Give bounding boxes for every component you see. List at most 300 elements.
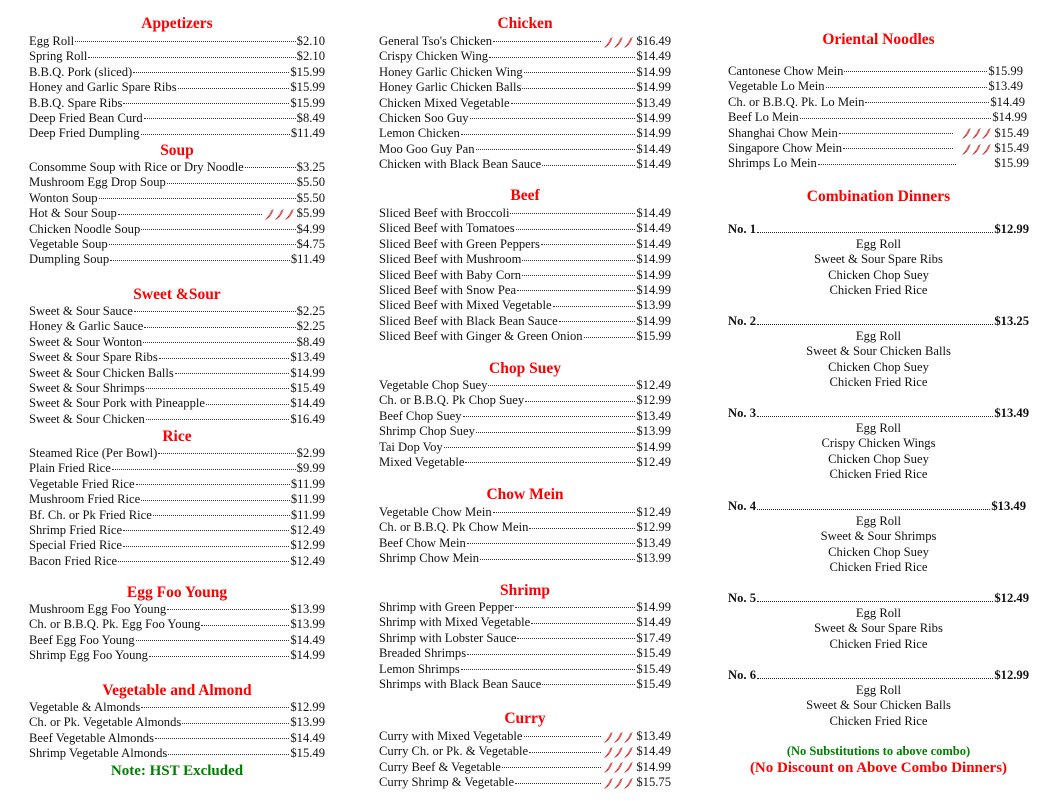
item-price: $8.49: [296, 334, 325, 349]
item-name: Cantonese Chow Mein: [728, 64, 844, 78]
section-title-soup: Soup: [160, 142, 194, 159]
combo-item: Egg Roll: [855, 329, 902, 343]
item-name: Hot & Sour Soup: [29, 206, 117, 221]
combo-price: $13.25: [994, 314, 1029, 328]
item-name: Steamed Rice (Per Bowl): [29, 446, 158, 460]
section-title-chow-mein: Chow Mein: [486, 486, 564, 503]
item-name: Shrimps Lo Mein: [728, 156, 817, 171]
leader-dots: [522, 274, 635, 276]
item-name: Sliced Beef with Broccoli: [379, 206, 510, 220]
leader-dots: [110, 259, 290, 261]
leader-dots: [123, 102, 289, 104]
leader-dots: [141, 228, 295, 230]
rice-list: [29, 446, 325, 569]
item-price: $11.99: [290, 476, 325, 491]
menu-item: [29, 461, 325, 476]
section-title-curry: Curry: [504, 710, 546, 727]
combo-item: Chicken Fried Rice: [829, 713, 928, 728]
combo-item: Sweet & Sour Spare Ribs: [814, 252, 943, 267]
menu-item: [379, 111, 671, 126]
item-name: Special Fried Rice: [29, 538, 123, 553]
leader-dots: [757, 231, 993, 233]
leader-dots: [826, 86, 988, 88]
pepper-icon: [624, 746, 633, 758]
item-name: Wonton Soup: [29, 190, 98, 205]
leader-dots: [136, 483, 290, 485]
item-price: $14.49: [636, 744, 671, 759]
pepper-icon: [624, 731, 633, 743]
menu-item: [379, 646, 671, 661]
leader-dots: [141, 706, 289, 708]
leader-dots: [123, 545, 289, 547]
menu-item: [379, 314, 671, 329]
leader-dots: [444, 446, 636, 448]
menu-item: [379, 393, 671, 408]
leader-dots: [88, 56, 295, 58]
item-price: $5.50: [296, 190, 325, 205]
combo-2: [728, 313, 1029, 391]
menu-item: [379, 662, 671, 677]
item-price: $12.49: [290, 553, 325, 568]
combo-header: [728, 221, 1029, 237]
item-price: $13.99: [636, 298, 671, 313]
item-price: $13.49: [636, 535, 671, 550]
menu-item: [29, 381, 325, 396]
item-name: Lemon Chicken: [379, 126, 460, 141]
leader-dots: [511, 102, 636, 104]
item-name: Crispy Chicken Wing: [379, 49, 489, 64]
menu-item: [29, 34, 325, 49]
section-title-shrimp: Shrimp: [500, 582, 550, 599]
pepper-icon: [265, 208, 274, 220]
menu-item: [728, 79, 1023, 94]
combo-label: No. 2: [728, 314, 756, 328]
item-name: Mixed Vegetable: [379, 454, 465, 469]
pepper-icon: [614, 777, 623, 789]
item-price: $14.99: [636, 759, 671, 774]
item-price: $13.49: [636, 95, 671, 110]
menu-item: [379, 775, 671, 790]
menu-item: [379, 206, 671, 221]
item-price: $14.49: [990, 94, 1025, 109]
item-name: Beef Lo Mein: [728, 110, 799, 125]
menu-item: [29, 477, 325, 492]
item-price: $14.99: [636, 126, 671, 141]
leader-dots: [839, 132, 954, 134]
combo-price: $12.49: [994, 591, 1029, 605]
item-price: $12.49: [636, 505, 671, 519]
combo-item: Chicken Chop Suey: [828, 267, 929, 282]
menu-item: [29, 175, 325, 190]
item-name: Bacon Fried Rice: [29, 553, 118, 568]
pepper-icon: [614, 761, 623, 773]
menu-item: [29, 715, 325, 730]
item-price: $4.99: [296, 221, 325, 236]
menu-item: [728, 95, 1025, 110]
leader-dots: [510, 212, 635, 214]
menu-item: [379, 631, 671, 646]
leader-dots: [757, 600, 993, 602]
leader-dots: [818, 163, 957, 165]
item-name: Ch. or B.B.Q. Pk Chop Suey: [379, 393, 525, 408]
item-price: $11.99: [290, 507, 325, 522]
menu-item: [29, 554, 325, 569]
item-name: Plain Fried Rice: [29, 461, 111, 476]
leader-dots: [109, 243, 296, 245]
leader-dots: [134, 310, 296, 312]
pepper-icon: [624, 36, 633, 48]
section-title-combination-dinners: Combination Dinners: [806, 188, 951, 205]
item-name: Spring Roll: [29, 49, 88, 64]
item-name: Ch. or B.B.Q. Pk. Egg Foo Young: [29, 617, 201, 632]
item-name: Sweet & Sour Wonton: [29, 334, 143, 349]
item-price: $14.99: [290, 365, 325, 380]
item-name: Chicken Noodle Soup: [29, 221, 141, 236]
leader-dots: [146, 418, 290, 420]
leader-dots: [99, 197, 296, 199]
combo-6: [728, 667, 1029, 729]
menu-item: [29, 617, 325, 632]
menu-item: [379, 80, 671, 95]
menu-item: [29, 126, 325, 141]
item-price: $4.75: [296, 236, 325, 251]
item-name: Mushroom Egg Drop Soup: [29, 175, 166, 190]
item-price: $5.50: [296, 175, 325, 190]
no-discount-note: (No Discount on Above Combo Dinners): [749, 760, 1008, 776]
item-name: Chicken Soo Guy: [379, 110, 469, 125]
leader-dots: [553, 305, 636, 307]
item-price: $14.49: [636, 157, 671, 172]
item-name: Shrimp Vegetable Almonds: [29, 746, 168, 761]
item-price: $8.49: [296, 110, 325, 125]
leader-dots: [476, 431, 635, 433]
item-name: Sliced Beef with Tomatoes: [379, 221, 515, 236]
leader-dots: [167, 608, 289, 610]
leader-dots: [541, 243, 635, 245]
item-name: Beef Vegetable Almonds: [29, 730, 154, 745]
item-name: Shrimp Fried Rice: [29, 522, 123, 537]
item-price: $14.99: [636, 439, 671, 454]
item-price: $15.99: [988, 64, 1023, 78]
item-name: Shrimp with Green Pepper: [379, 600, 514, 614]
pepper-icon: [604, 731, 613, 743]
item-price: $14.49: [290, 396, 325, 411]
item-price: $14.99: [636, 282, 671, 297]
pepper-icon: [604, 761, 613, 773]
item-name: Sliced Beef with Baby Corn: [379, 267, 522, 282]
leader-dots: [146, 387, 290, 389]
combo-item: Chicken Fried Rice: [829, 467, 928, 482]
item-price: $12.99: [636, 520, 671, 535]
section-title-oriental-noodles: Oriental Noodles: [822, 31, 935, 48]
item-name: Dumpling Soup: [29, 252, 110, 267]
menu-item: [29, 191, 325, 206]
item-name: Vegetable Chop Suey: [379, 378, 488, 392]
menu-item: [29, 96, 325, 111]
combo-item: Egg Roll: [855, 237, 902, 251]
leader-dots: [559, 320, 636, 322]
menu-item: [379, 157, 671, 172]
leader-dots: [757, 508, 990, 510]
combo-item: Sweet & Sour Shrimps: [820, 529, 937, 544]
pepper-icon: [285, 208, 294, 220]
combo-label: No. 5: [728, 591, 756, 605]
item-price: $14.99: [636, 64, 671, 79]
item-name: Sliced Beef with Snow Pea: [379, 282, 517, 297]
leader-dots: [515, 606, 636, 608]
combo-label: No. 4: [728, 499, 756, 513]
menu-item: [379, 409, 671, 424]
menu-item: [728, 156, 1029, 171]
leader-dots: [522, 259, 635, 261]
item-name: Ch. or Pk. Vegetable Almonds: [29, 715, 182, 730]
item-price: $13.49: [636, 729, 671, 743]
no-substitutions-note: (No Substitutions to above combo): [786, 744, 971, 758]
item-name: Curry with Mixed Vegetable: [379, 729, 523, 743]
item-name: Deep Fried Dumpling: [29, 126, 140, 141]
leader-dots: [529, 751, 601, 753]
leader-dots: [149, 655, 289, 657]
item-name: Sweet & Sour Spare Ribs: [29, 350, 158, 365]
leader-dots: [542, 683, 635, 685]
item-name: Ch. or B.B.Q. Pk Chow Mein: [379, 520, 529, 535]
spicy-indicator: [604, 36, 633, 48]
combo-3: [728, 405, 1029, 483]
item-price: $11.49: [290, 126, 325, 141]
leader-dots: [144, 117, 296, 119]
item-name: Shrimp Chow Mein: [379, 551, 480, 566]
item-price: $14.99: [290, 648, 325, 663]
leader-dots: [517, 637, 635, 639]
menu-item: [379, 221, 671, 236]
item-price: $14.49: [636, 615, 671, 630]
item-name: Consomme Soup with Rice or Dry Noodle: [29, 160, 244, 174]
combo-item: Chicken Fried Rice: [829, 560, 928, 575]
item-price: $14.49: [290, 730, 325, 745]
pepper-icon: [972, 127, 981, 139]
vegetable-almond-list: [29, 700, 325, 762]
item-name: Vegetable Lo Mein: [728, 79, 825, 94]
menu-item: [379, 760, 671, 775]
menu-item: [379, 744, 671, 759]
menu-item: [29, 731, 325, 746]
leader-dots: [480, 558, 635, 560]
menu-item: [379, 96, 671, 111]
item-price: $11.49: [290, 252, 325, 267]
combo-item: Chicken Chop Suey: [828, 359, 929, 374]
combo-item: Egg Roll: [855, 514, 902, 528]
item-price: $14.99: [636, 110, 671, 125]
menu-item: [29, 446, 325, 461]
item-name: Sweet & Sour Chicken Balls: [29, 365, 174, 380]
item-price: $12.99: [290, 538, 325, 553]
item-price: $14.99: [636, 252, 671, 267]
item-name: Shrimp Egg Foo Young: [29, 648, 148, 663]
item-price: $15.49: [636, 646, 671, 661]
item-price: $12.99: [636, 393, 671, 408]
item-price: $17.49: [636, 630, 671, 645]
item-name: B.B.Q. Spare Ribs: [29, 95, 123, 110]
combo-5: [728, 590, 1029, 652]
item-price: $2.10: [296, 49, 325, 64]
item-price: $3.25: [296, 160, 325, 174]
item-name: Breaded Shrimps: [379, 646, 467, 661]
leader-dots: [493, 40, 601, 42]
combo-item: Chicken Fried Rice: [829, 375, 928, 390]
combo-header: [728, 667, 1029, 683]
item-name: Mushroom Egg Foo Young: [29, 602, 167, 616]
pepper-icon: [614, 746, 623, 758]
leader-dots: [461, 133, 636, 135]
item-name: Shanghai Chow Mein: [728, 125, 838, 140]
menu-item: [29, 523, 325, 538]
leader-dots: [144, 326, 295, 328]
item-price: $14.99: [636, 600, 671, 614]
combo-label: No. 1: [728, 222, 756, 236]
menu-item: [29, 633, 325, 648]
combo-label: No. 3: [728, 406, 756, 420]
combo-1: [728, 221, 1029, 299]
menu-item: [379, 600, 671, 615]
menu-item: [379, 49, 671, 64]
combo-item: Sweet & Sour Chicken Balls: [806, 344, 951, 359]
item-price: $13.49: [988, 79, 1023, 94]
spicy-indicator: [604, 761, 633, 773]
item-name: Beef Egg Foo Young: [29, 632, 135, 647]
spicy-indicator: [962, 143, 991, 155]
item-name: Vegetable & Almonds: [29, 700, 141, 714]
combo-item: Chicken Fried Rice: [829, 283, 928, 298]
combo-4: [728, 498, 1029, 576]
menu-item: [29, 350, 325, 365]
item-name: Shrimps with Black Bean Sauce: [379, 676, 542, 691]
leader-dots: [118, 560, 289, 562]
item-name: Sliced Beef with Black Bean Sauce: [379, 313, 558, 328]
item-price: $2.25: [296, 304, 325, 318]
item-price: $9.99: [296, 461, 325, 476]
leader-dots: [493, 511, 636, 513]
leader-dots: [476, 148, 636, 150]
item-price: $5.99: [296, 206, 325, 221]
section-title-appetizers: Appetizers: [141, 15, 213, 32]
item-name: Honey & Garlic Sauce: [29, 319, 144, 334]
item-name: B.B.Q. Pork (sliced): [29, 64, 133, 79]
leader-dots: [141, 133, 290, 135]
leader-dots: [182, 722, 289, 724]
menu-item: [379, 142, 671, 157]
item-price: $16.49: [636, 34, 671, 48]
combo-label: No. 6: [728, 668, 756, 682]
spicy-indicator: [962, 127, 991, 139]
item-price: $13.99: [290, 715, 325, 730]
oriental-noodles-list: [728, 64, 1029, 172]
leader-dots: [245, 166, 296, 168]
leader-dots: [167, 182, 296, 184]
leader-dots: [136, 639, 290, 641]
item-name: Deep Fried Bean Curd: [29, 110, 143, 125]
section-title-chop-suey: Chop Suey: [489, 360, 561, 377]
menu-item: [379, 520, 671, 535]
leader-dots: [525, 400, 635, 402]
soup-list: [29, 160, 325, 268]
pepper-icon: [604, 746, 613, 758]
item-price: $12.49: [636, 378, 671, 392]
item-price: $14.49: [290, 632, 325, 647]
menu-item: [379, 34, 671, 49]
item-name: Sliced Beef with Green Peppers: [379, 236, 540, 251]
menu-item: [379, 729, 671, 744]
menu-item: [29, 508, 325, 523]
leader-dots: [75, 40, 296, 42]
beef-list: [379, 206, 671, 345]
item-name: Shrimp Chop Suey: [379, 424, 475, 439]
item-price: $2.10: [296, 34, 325, 48]
menu-item: [379, 615, 671, 630]
item-name: Bf. Ch. or Pk Fried Rice: [29, 507, 152, 522]
item-price: $15.49: [636, 661, 671, 676]
combo-item: Chicken Fried Rice: [829, 636, 928, 651]
chow-mein-list: [379, 505, 671, 567]
item-name: Mushroom Fried Rice: [29, 492, 141, 507]
combo-price: $12.99: [994, 222, 1029, 236]
menu-item: [29, 319, 325, 334]
menu-item: [29, 222, 325, 237]
menu-item: [29, 49, 325, 64]
pepper-icon: [614, 36, 623, 48]
sweet-sour-list: [29, 304, 325, 427]
menu-item: [29, 648, 325, 663]
pepper-icon: [604, 777, 613, 789]
combo-header: [728, 590, 1029, 606]
menu-item: [29, 111, 325, 126]
pepper-icon: [624, 761, 633, 773]
leader-dots: [757, 323, 993, 325]
leader-dots: [584, 336, 636, 338]
item-name: Beef Chop Suey: [379, 408, 462, 423]
menu-item: [379, 440, 671, 455]
item-price: $15.49: [636, 676, 671, 691]
leader-dots: [524, 71, 636, 73]
leader-dots: [463, 415, 636, 417]
item-price: $13.99: [636, 424, 671, 439]
leader-dots: [168, 753, 289, 755]
combo-item: Sweet & Sour Spare Ribs: [814, 621, 943, 636]
leader-dots: [133, 71, 289, 73]
item-price: $15.49: [994, 140, 1029, 155]
item-name: Shrimp with Mixed Vegetable: [379, 615, 531, 630]
item-name: Lemon Shrimps: [379, 661, 460, 676]
leader-dots: [153, 514, 290, 516]
section-title-vegetable-almond: Vegetable and Almond: [102, 682, 252, 699]
combo-item: Egg Roll: [855, 421, 902, 435]
item-price: $16.49: [290, 411, 325, 426]
item-price: $14.99: [636, 80, 671, 95]
item-name: Vegetable Soup: [29, 236, 108, 251]
leader-dots: [175, 372, 290, 374]
spicy-indicator: [604, 746, 633, 758]
item-name: Beef Chow Mein: [379, 535, 466, 550]
menu-item: [379, 252, 671, 267]
leader-dots: [201, 624, 289, 626]
leader-dots: [515, 782, 601, 784]
item-name: Honey Garlic Chicken Balls: [379, 80, 522, 95]
item-name: General Tso's Chicken: [379, 34, 493, 48]
item-price: $14.99: [636, 267, 671, 282]
egg-foo-young-list: [29, 602, 325, 664]
leader-dots: [542, 164, 635, 166]
menu-item: [29, 304, 325, 319]
item-price: $15.99: [994, 156, 1029, 171]
